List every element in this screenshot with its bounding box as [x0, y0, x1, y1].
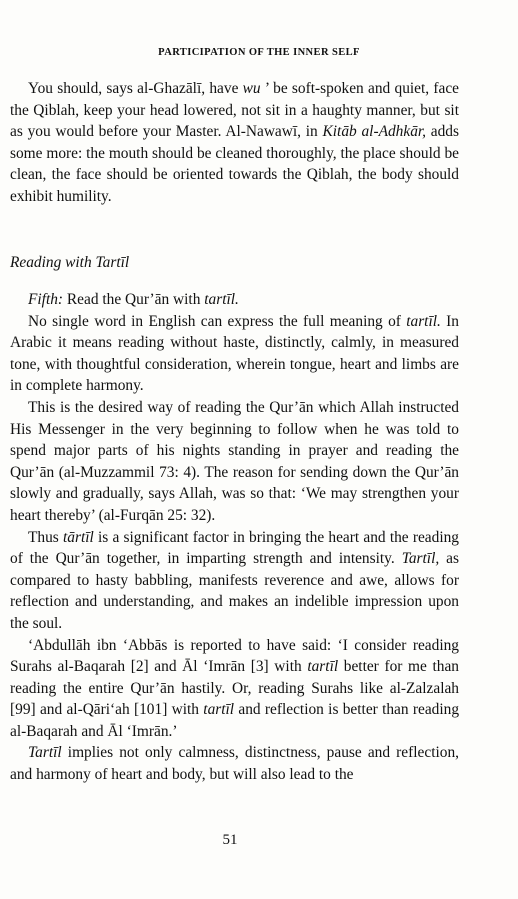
text-run: and reflection is better than reading al-Baqarah and Āl ‘Imrān.’ — [10, 701, 460, 740]
italic-term: tartīl. — [406, 312, 441, 330]
italic-term: Tartīl — [28, 744, 62, 762]
paragraph-fifth — [10, 289, 459, 311]
text-run: Read the Qur’ān with — [63, 291, 205, 308]
section-heading: Reading with Tartīl — [10, 254, 130, 271]
paragraph-desired-way: This is the desired way of reading the Qur’ān which Allah instructed His Messenger in the very beginning to follow when he was told to spend major parts of his nights standing in prayer and reading the Qur’ān (al-Muzzammil 73: 4). The reason for sending down the Qur’ān slowly and gradually, says Allah, was so that: ‘We may strengthen your heart thereby’ (al-Furqān 25: 32). — [10, 398, 459, 524]
text-run: Thus — [28, 528, 63, 546]
paragraph-significance — [10, 527, 459, 635]
italic-term: tārtīl — [63, 528, 94, 546]
text-run: better for me than reading the entire Qur’ān hastily. Or, reading Surahs like al-Zalzalah [99] and al-Qāri‘ah [101] with — [10, 658, 459, 719]
intro-text-block — [10, 78, 459, 208]
paragraph-definition — [10, 311, 459, 397]
text-run: In Arabic it means reading without haste, distinctly, calmly, in measured tone, with thoughtful consideration, wherein tongue, heart and limbs are in complete harmony. — [10, 312, 459, 395]
book-title: Kitāb al-Adhkār, — [322, 123, 427, 141]
paragraph-ibn-abbas — [10, 635, 459, 743]
text-run: ‘Abdullāh ibn ‘Abbās is reported to have said: ‘I consider reading Surahs al-Baqarah [2] and Āl ‘Imrān [3] with — [10, 636, 459, 676]
paragraph-etiquette — [10, 78, 459, 208]
tartil-text-block — [10, 289, 459, 786]
text-run: as compared to hasty babbling, manifests reverence and awe, allows for reflection and understanding, and makes an indelible impression upon the soul. — [10, 550, 459, 632]
running-head: PARTICIPATION OF THE INNER SELF — [158, 47, 360, 58]
page-number: 51 — [222, 832, 238, 848]
text-run: adds some more: the mouth should be cleaned thoroughly, the place should be clean, the face should be oriented towards the Qiblah, the body should exhibit humility. — [10, 123, 459, 205]
text-run: No single word in English can express the full meaning of — [28, 312, 407, 330]
paragraph-implies — [10, 742, 459, 785]
italic-term: tartīl — [307, 658, 339, 676]
text-run: implies not only calmness, distinctness, pause and reflection, and harmony of heart and body, but will also lead to the — [10, 744, 459, 784]
text-run: is a significant factor in bringing the heart and the reading of the Qur’ān together, in imparting strength and intensity. — [10, 528, 459, 568]
italic-term: Tartīl, — [401, 550, 440, 568]
italic-term: tartīl. — [204, 291, 239, 308]
italic-term: Fifth: — [28, 291, 64, 308]
text-run: ’ be soft-spoken and quiet, face the Qiblah, keep your head lowered, not sit in a haughty manner, but sit as you would before your Master. Al-Nawawī, in — [10, 80, 459, 141]
italic-term: tartīl — [203, 701, 235, 719]
text-run: You should, says al-Ghazālī, have — [28, 80, 243, 97]
italic-term: wu — [242, 80, 261, 97]
